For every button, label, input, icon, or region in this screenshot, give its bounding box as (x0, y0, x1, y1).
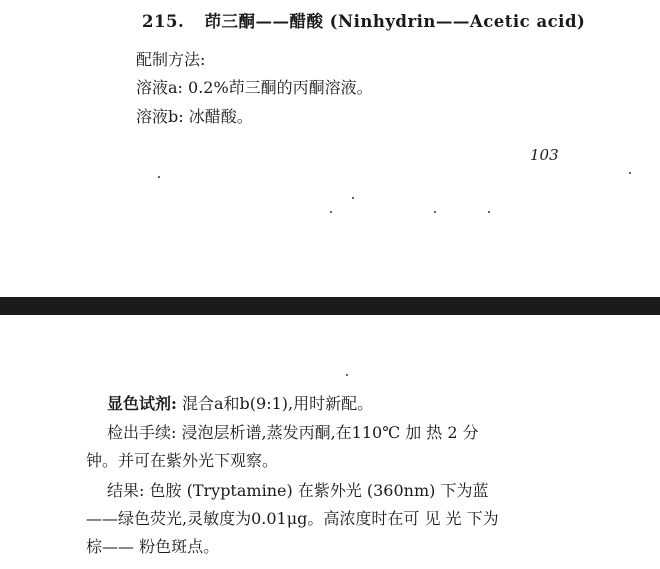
result-line (107, 481, 488, 501)
page-number: 103 (530, 146, 559, 164)
scan-speck (158, 176, 160, 178)
scan-speck (488, 211, 490, 213)
procedure-continuation: 钟。并可在紫外光下观察。 (86, 451, 279, 470)
reagent-label: 显色试剂: (107, 394, 177, 413)
result-line-2: ——绿色荧光,灵敏度为0.01μg。高浓度时在可 见 光 下为 (86, 509, 499, 528)
scan-speck (352, 197, 354, 199)
entry-number: 215. (142, 12, 185, 31)
reagent-text: 混合a和b(9:1),用时新配。 (182, 394, 374, 413)
result-text: 色胺 (Tryptamine) 在紫外光 (360nm) 下为蓝 (149, 481, 489, 500)
result-label: 结果: (107, 481, 145, 500)
scan-speck (330, 211, 332, 213)
procedure-label: 检出手续: (107, 423, 177, 442)
solution-b: 溶液b: 冰醋酸。 (136, 107, 253, 126)
entry-heading (142, 12, 585, 32)
prep-label: 配制方法: (136, 50, 206, 69)
scan-speck (346, 374, 348, 376)
procedure-line (107, 423, 479, 443)
entry-title: 茚三酮——醋酸 (Ninhydrin——Acetic acid) (204, 12, 586, 31)
result-line-3: 棕—— 粉色斑点。 (86, 537, 220, 556)
solution-a: 溶液a: 0.2%茚三酮的丙酮溶液。 (136, 78, 373, 97)
scan-speck (629, 172, 631, 174)
scan-speck (434, 211, 436, 213)
procedure-text: 浸泡层析谱,蒸发丙酮,在110℃ 加 热 2 分 (181, 423, 479, 442)
reagent-line (107, 394, 373, 414)
page-divider (0, 297, 660, 315)
